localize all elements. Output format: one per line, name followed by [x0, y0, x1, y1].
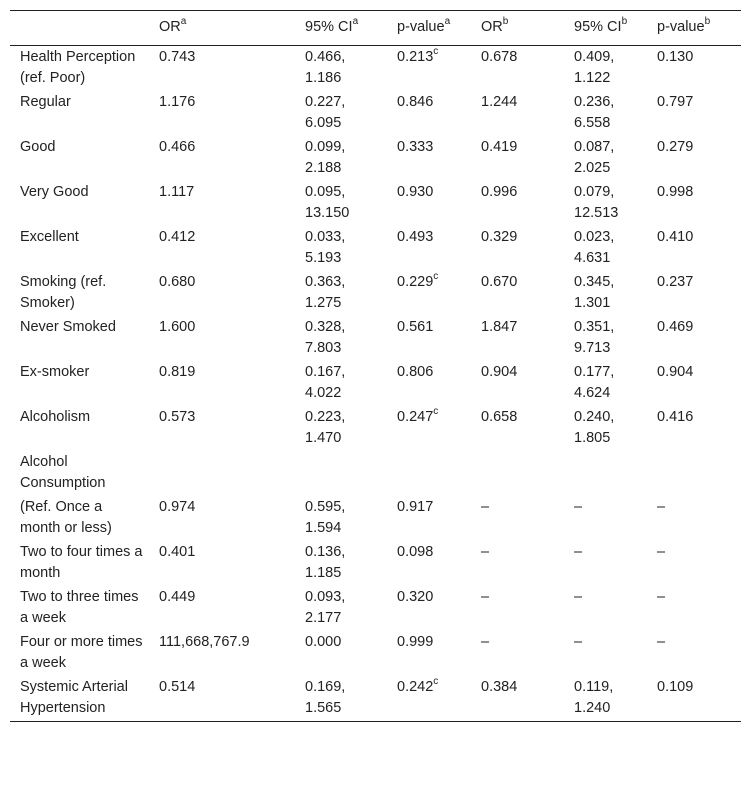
cell-text: – [574, 544, 583, 560]
cell-text: 0.237 [657, 274, 694, 290]
column-header-label: OR [481, 19, 503, 35]
cell-or-b [471, 676, 564, 722]
cell-or-b [471, 91, 564, 136]
cell-p-value-a [387, 316, 471, 361]
cell-or-b [471, 541, 564, 586]
cell-text: 0.449 [159, 589, 196, 605]
table-row [10, 316, 741, 361]
cell-or-a [149, 496, 295, 541]
cell-variable [10, 316, 149, 361]
cell-text: Four or more times a week [20, 634, 143, 671]
cell-text: 0.680 [159, 274, 196, 290]
cell-text: – [657, 499, 666, 515]
cell-variable [10, 676, 149, 722]
footnote-marker: c [433, 406, 439, 418]
cell-text: – [481, 499, 490, 515]
cell-variable [10, 136, 149, 181]
cell-text: 0.974 [159, 499, 196, 515]
cell-text: 0.410 [657, 229, 694, 245]
cell-text: 0.333 [397, 139, 434, 155]
cell-or-b [471, 586, 564, 631]
cell-ci-a [295, 541, 387, 586]
column-header-variable [10, 11, 149, 46]
cell-or-a [149, 181, 295, 226]
cell-text: 0.996 [481, 184, 518, 200]
cell-text: 0.229 [397, 274, 434, 290]
cell-or-a [149, 226, 295, 271]
cell-ci-a [295, 586, 387, 631]
cell-text: – [481, 544, 490, 560]
cell-ci-a [295, 496, 387, 541]
footnote-marker: b [704, 16, 711, 28]
column-header-ci-a [295, 11, 387, 46]
cell-text: 0.023, 4.631 [574, 229, 615, 266]
cell-p-value-a [387, 586, 471, 631]
cell-p-value-b [647, 586, 741, 631]
cell-text: – [657, 589, 666, 605]
cell-text: 0.099, 2.188 [305, 139, 346, 176]
cell-text: 1.600 [159, 319, 196, 335]
cell-text: 0.904 [657, 364, 694, 380]
cell-p-value-a [387, 676, 471, 722]
cell-p-value-b [647, 541, 741, 586]
cell-text: 0.279 [657, 139, 694, 155]
cell-text: Good [20, 139, 56, 155]
column-header-or-a [149, 11, 295, 46]
cell-text: 0.469 [657, 319, 694, 335]
cell-text: 0.351, 9.713 [574, 319, 615, 356]
cell-text: 0.384 [481, 679, 518, 695]
cell-p-value-a [387, 361, 471, 406]
column-header-p-value-a [387, 11, 471, 46]
cell-text: 0.917 [397, 499, 434, 515]
footnote-marker: b [502, 16, 509, 28]
cell-text: 0.466, 1.186 [305, 49, 346, 86]
cell-text: 0.095, 13.150 [305, 184, 350, 221]
header-row [10, 11, 741, 46]
cell-text: 0.169, 1.565 [305, 679, 346, 716]
table-row [10, 271, 741, 316]
cell-text: 0.177, 4.624 [574, 364, 615, 401]
table-row [10, 181, 741, 226]
footnote-marker: a [444, 16, 451, 28]
cell-text: Health Perception (ref. Poor) [20, 49, 136, 86]
table-row [10, 226, 741, 271]
table-row [10, 361, 741, 406]
cell-ci-a [295, 136, 387, 181]
cell-p-value-b [647, 91, 741, 136]
cell-or-a [149, 631, 295, 676]
cell-text: Ex-smoker [20, 364, 90, 380]
cell-p-value-b [647, 181, 741, 226]
cell-ci-b [564, 586, 647, 631]
cell-text: Alcoholism [20, 409, 91, 425]
column-header-label: p-value [397, 19, 445, 35]
cell-variable [10, 271, 149, 316]
cell-text: 0.998 [657, 184, 694, 200]
cell-or-a [149, 451, 295, 496]
cell-text: 1.176 [159, 94, 196, 110]
cell-text: – [481, 634, 490, 650]
cell-text: 0.329 [481, 229, 518, 245]
cell-ci-b [564, 136, 647, 181]
cell-text: (Ref. Once a month or less) [20, 499, 112, 536]
footnote-marker: b [621, 16, 628, 28]
cell-or-b [471, 631, 564, 676]
cell-or-b [471, 226, 564, 271]
cell-text: 0.167, 4.022 [305, 364, 346, 401]
cell-ci-b [564, 541, 647, 586]
table-row [10, 451, 741, 496]
column-header-label: 95% CI [574, 19, 622, 35]
cell-text: 0.806 [397, 364, 434, 380]
cell-p-value-b [647, 361, 741, 406]
cell-variable [10, 496, 149, 541]
cell-or-a [149, 316, 295, 361]
cell-text: 0.098 [397, 544, 434, 560]
cell-or-b [471, 316, 564, 361]
cell-text: 0.409, 1.122 [574, 49, 615, 86]
cell-text: 1.244 [481, 94, 518, 110]
cell-text: 0.213 [397, 49, 434, 65]
cell-p-value-a [387, 46, 471, 92]
table-row [10, 46, 741, 92]
cell-text: 0.797 [657, 94, 694, 110]
cell-variable [10, 406, 149, 451]
table-row [10, 586, 741, 631]
cell-text: – [657, 634, 666, 650]
cell-or-a [149, 541, 295, 586]
cell-or-a [149, 586, 295, 631]
cell-p-value-a [387, 136, 471, 181]
cell-text: 0.819 [159, 364, 196, 380]
table-header [10, 11, 741, 46]
cell-text: Smoking (ref. Smoker) [20, 274, 107, 311]
regression-table [10, 10, 741, 722]
footnote-marker: c [433, 271, 439, 283]
cell-text: 111,668,767.9 [159, 634, 250, 650]
cell-or-b [471, 406, 564, 451]
cell-ci-b [564, 406, 647, 451]
cell-p-value-a [387, 406, 471, 451]
cell-ci-b [564, 676, 647, 722]
table-row [10, 136, 741, 181]
cell-text: Alcohol Consumption [20, 454, 106, 491]
cell-text: 0.240, 1.805 [574, 409, 615, 446]
cell-text: 0.109 [657, 679, 694, 695]
cell-text: 0.087, 2.025 [574, 139, 615, 176]
cell-text: Excellent [20, 229, 79, 245]
table-row [10, 91, 741, 136]
cell-p-value-a [387, 541, 471, 586]
cell-text: Regular [20, 94, 71, 110]
cell-text: 0.846 [397, 94, 434, 110]
footnote-marker: a [180, 16, 187, 28]
cell-ci-b [564, 181, 647, 226]
cell-text: – [574, 634, 583, 650]
cell-p-value-a [387, 181, 471, 226]
cell-p-value-b [647, 496, 741, 541]
cell-variable [10, 586, 149, 631]
cell-text: 0.416 [657, 409, 694, 425]
cell-or-b [471, 451, 564, 496]
cell-p-value-a [387, 631, 471, 676]
cell-p-value-b [647, 676, 741, 722]
table-row [10, 496, 741, 541]
cell-text: 0.401 [159, 544, 196, 560]
cell-or-b [471, 496, 564, 541]
cell-text: 0.328, 7.803 [305, 319, 346, 356]
cell-ci-a [295, 46, 387, 92]
cell-variable [10, 631, 149, 676]
cell-variable [10, 541, 149, 586]
cell-or-a [149, 271, 295, 316]
cell-text: 0.743 [159, 49, 196, 65]
cell-variable [10, 361, 149, 406]
cell-text: 0.658 [481, 409, 518, 425]
cell-text: 0.412 [159, 229, 196, 245]
cell-p-value-b [647, 406, 741, 451]
cell-ci-b [564, 46, 647, 92]
cell-text: 0.466 [159, 139, 196, 155]
cell-or-b [471, 271, 564, 316]
cell-text: 0.595, 1.594 [305, 499, 346, 536]
cell-ci-a [295, 451, 387, 496]
cell-text: 0.999 [397, 634, 434, 650]
cell-ci-b [564, 496, 647, 541]
cell-text: 0.236, 6.558 [574, 94, 615, 131]
cell-p-value-a [387, 451, 471, 496]
cell-ci-a [295, 676, 387, 722]
cell-text: 0.247 [397, 409, 434, 425]
cell-or-b [471, 361, 564, 406]
cell-ci-b [564, 451, 647, 496]
cell-variable [10, 181, 149, 226]
cell-or-b [471, 46, 564, 92]
cell-text: – [574, 589, 583, 605]
table-row [10, 541, 741, 586]
cell-or-a [149, 46, 295, 92]
regression-table-container [10, 10, 741, 722]
cell-text: 0.000 [305, 634, 342, 650]
cell-or-a [149, 361, 295, 406]
footnote-marker: c [433, 676, 439, 688]
cell-p-value-a [387, 91, 471, 136]
column-header-p-value-b [647, 11, 741, 46]
cell-ci-b [564, 316, 647, 361]
cell-ci-b [564, 361, 647, 406]
cell-text: 0.363, 1.275 [305, 274, 346, 311]
cell-or-a [149, 91, 295, 136]
cell-text: 0.320 [397, 589, 434, 605]
cell-text: 0.130 [657, 49, 694, 65]
cell-ci-a [295, 406, 387, 451]
footnote-marker: c [433, 46, 439, 58]
cell-ci-a [295, 181, 387, 226]
cell-text: 0.223, 1.470 [305, 409, 346, 446]
cell-p-value-a [387, 226, 471, 271]
cell-text: Very Good [20, 184, 89, 200]
column-header-label: OR [159, 19, 181, 35]
cell-text: 0.242 [397, 679, 434, 695]
footnote-marker: a [352, 16, 359, 28]
cell-text: 0.119, 1.240 [574, 679, 614, 716]
cell-ci-b [564, 91, 647, 136]
cell-text: 0.930 [397, 184, 434, 200]
cell-ci-a [295, 271, 387, 316]
cell-text: Never Smoked [20, 319, 116, 335]
cell-p-value-b [647, 631, 741, 676]
cell-ci-a [295, 361, 387, 406]
cell-text: 0.033, 5.193 [305, 229, 346, 266]
cell-text: – [657, 544, 666, 560]
cell-ci-a [295, 91, 387, 136]
cell-variable [10, 226, 149, 271]
table-row [10, 676, 741, 722]
cell-variable [10, 451, 149, 496]
cell-text: 0.093, 2.177 [305, 589, 346, 626]
cell-or-a [149, 676, 295, 722]
cell-text: 0.561 [397, 319, 434, 335]
cell-text: 0.345, 1.301 [574, 274, 615, 311]
column-header-label: 95% CI [305, 19, 353, 35]
cell-text: 0.678 [481, 49, 518, 65]
cell-text: 1.847 [481, 319, 518, 335]
cell-text: Two to four times a month [20, 544, 143, 581]
cell-text: 0.514 [159, 679, 196, 695]
cell-text: 0.227, 6.095 [305, 94, 346, 131]
cell-text: – [481, 589, 490, 605]
column-header-label: p-value [657, 19, 705, 35]
cell-p-value-b [647, 316, 741, 361]
cell-text: – [574, 499, 583, 515]
cell-p-value-b [647, 451, 741, 496]
cell-or-b [471, 181, 564, 226]
cell-or-a [149, 406, 295, 451]
cell-text: Systemic Arterial Hypertension [20, 679, 128, 716]
cell-ci-a [295, 316, 387, 361]
column-header-or-b [471, 11, 564, 46]
cell-p-value-a [387, 271, 471, 316]
cell-text: 0.419 [481, 139, 518, 155]
cell-text: Two to three times a week [20, 589, 139, 626]
cell-text: 0.079, 12.513 [574, 184, 619, 221]
table-row [10, 631, 741, 676]
cell-p-value-b [647, 46, 741, 92]
cell-ci-b [564, 226, 647, 271]
cell-text: 0.670 [481, 274, 518, 290]
cell-ci-a [295, 631, 387, 676]
cell-text: 1.117 [159, 184, 195, 200]
cell-p-value-b [647, 271, 741, 316]
cell-p-value-b [647, 136, 741, 181]
cell-or-a [149, 136, 295, 181]
cell-text: 0.573 [159, 409, 196, 425]
cell-or-b [471, 136, 564, 181]
cell-variable [10, 46, 149, 92]
column-header-ci-b [564, 11, 647, 46]
table-body [10, 46, 741, 722]
cell-p-value-b [647, 226, 741, 271]
cell-text: 0.136, 1.185 [305, 544, 346, 581]
cell-ci-b [564, 271, 647, 316]
table-row [10, 406, 741, 451]
cell-text: 0.493 [397, 229, 434, 245]
cell-text: 0.904 [481, 364, 518, 380]
cell-ci-b [564, 631, 647, 676]
cell-variable [10, 91, 149, 136]
cell-p-value-a [387, 496, 471, 541]
cell-ci-a [295, 226, 387, 271]
